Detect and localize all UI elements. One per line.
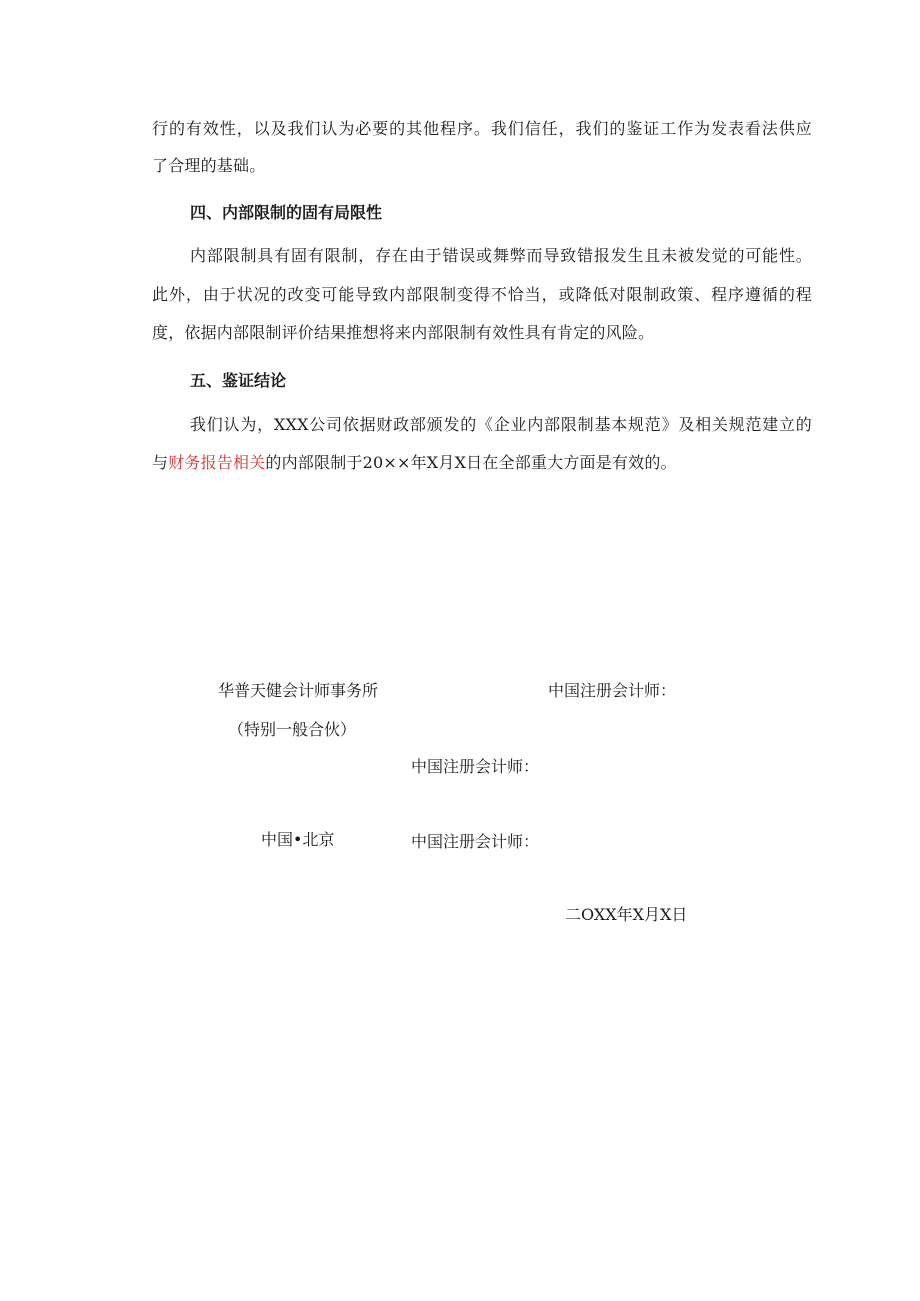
report-date: 二OXX年X月X日	[565, 905, 688, 924]
cpa-signature-line: 中国注册会计师：	[548, 681, 677, 700]
firm-name: 华普天健会计师事务所	[218, 681, 379, 700]
highlighted-text: 财务报告相关	[168, 453, 266, 472]
cpa-signature-line: 中国注册会计师：	[411, 832, 540, 851]
section-heading-conclusion: 五、鉴证结论	[190, 371, 287, 390]
section-heading-limitations: 四、内部限制的固有局限性	[190, 203, 383, 222]
text-segment: 的内部限制于20××年X月X日在全部重大方面是有效的。	[265, 453, 677, 472]
firm-location: 中国•北京	[261, 830, 335, 849]
firm-type: （特别一般合伙）	[228, 720, 357, 739]
paragraph-line: 度，依据内部限制评价结果推想将来内部限制有效性具有肯定的风险。	[152, 323, 655, 342]
paragraph-line: 行的有效性，以及我们认为必要的其他程序。我们信任，我们的鉴证工作为发表看法供应	[152, 119, 812, 138]
paragraph-line: 了合理的基础。	[152, 156, 266, 175]
text-segment: 与	[152, 453, 169, 472]
paragraph-line: 我们认为，XXX公司依据财政部颁发的《企业内部限制基本规范》及相关规范建立的	[190, 415, 812, 434]
paragraph-line	[152, 450, 812, 473]
paragraph-line: 此外，由于状况的改变可能导致内部限制变得不恰当，或降低对限制政策、程序遵循的程	[152, 285, 812, 304]
paragraph-line: 内部限制具有固有限制，存在由于错误或舞弊而导致错报发生且未被发觉的可能性。	[190, 246, 812, 265]
cpa-signature-line: 中国注册会计师：	[411, 757, 540, 776]
